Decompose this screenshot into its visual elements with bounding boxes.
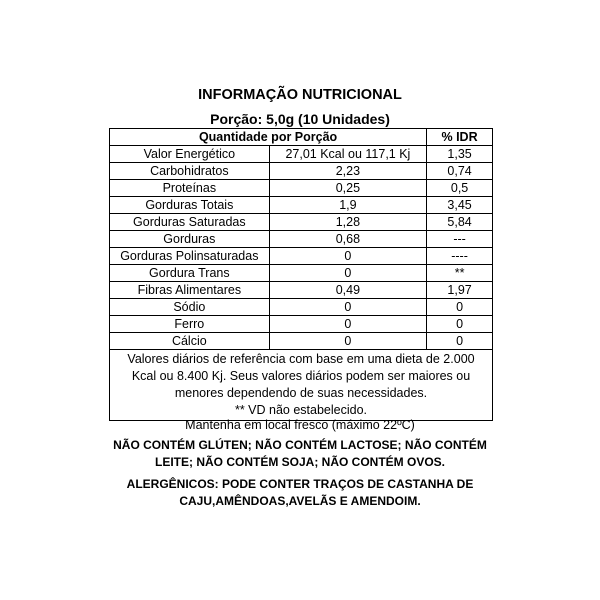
nutrient-name: Gorduras bbox=[110, 231, 270, 248]
nutrient-name: Fibras Alimentares bbox=[110, 282, 270, 299]
allergen-line: CAJU,AMÊNDOAS,AVELÃS E AMENDOIM. bbox=[179, 494, 421, 508]
header-quantity: Quantidade por Porção bbox=[110, 129, 427, 146]
nutrient-amount: 0 bbox=[269, 265, 426, 282]
table-row bbox=[110, 248, 493, 265]
table-row bbox=[110, 333, 493, 350]
nutrient-idr: --- bbox=[427, 231, 493, 248]
table-row bbox=[110, 180, 493, 197]
nutrient-amount: 0 bbox=[269, 333, 426, 350]
nutrient-idr: 0 bbox=[427, 333, 493, 350]
daily-value-footnote bbox=[110, 350, 493, 421]
nutrient-amount: 1,28 bbox=[269, 214, 426, 231]
nutrient-name: Cálcio bbox=[110, 333, 270, 350]
header-idr: % IDR bbox=[427, 129, 493, 146]
table-row bbox=[110, 316, 493, 333]
nutrition-table bbox=[109, 128, 493, 421]
nutrient-amount: 0 bbox=[269, 299, 426, 316]
nutrient-amount: 0,25 bbox=[269, 180, 426, 197]
table-row bbox=[110, 299, 493, 316]
nutrient-name: Valor Energético bbox=[110, 146, 270, 163]
nutrient-idr: 1,97 bbox=[427, 282, 493, 299]
footnote-line: Kcal ou 8.400 Kj. Seus valores diários podem ser maiores ou bbox=[131, 369, 471, 383]
table-row bbox=[110, 146, 493, 163]
free-from-warnings bbox=[0, 437, 600, 471]
nutrient-idr: 3,45 bbox=[427, 197, 493, 214]
nutrient-idr: 5,84 bbox=[427, 214, 493, 231]
table-header-row bbox=[110, 129, 493, 146]
footnote-line: Valores diários de referência com base em uma dieta de 2.000 bbox=[127, 352, 475, 366]
nutrient-idr: 0 bbox=[427, 299, 493, 316]
nutrient-amount: 0 bbox=[269, 248, 426, 265]
nutrient-idr: ** bbox=[427, 265, 493, 282]
allergen-warning bbox=[0, 476, 600, 510]
table-footnote-row bbox=[110, 350, 493, 421]
storage-instructions: Mantenha em local fresco (máximo 22ºC) bbox=[185, 418, 415, 432]
label-title: INFORMAÇÃO NUTRICIONAL bbox=[198, 87, 402, 103]
table-row bbox=[110, 163, 493, 180]
nutrient-amount: 0 bbox=[269, 316, 426, 333]
nutrient-name: Ferro bbox=[110, 316, 270, 333]
nutrient-name: Proteínas bbox=[110, 180, 270, 197]
table-row bbox=[110, 265, 493, 282]
nutrient-amount: 0,68 bbox=[269, 231, 426, 248]
nutrient-amount: 1,9 bbox=[269, 197, 426, 214]
footnote-line: ** VD não estabelecido. bbox=[234, 403, 368, 417]
footnote-line: menores dependendo de suas necessidades. bbox=[174, 386, 428, 400]
nutrient-name: Gorduras Totais bbox=[110, 197, 270, 214]
nutrient-idr: 0,5 bbox=[427, 180, 493, 197]
nutrient-name: Gordura Trans bbox=[110, 265, 270, 282]
nutrient-amount: 2,23 bbox=[269, 163, 426, 180]
table-row bbox=[110, 214, 493, 231]
nutrient-name: Sódio bbox=[110, 299, 270, 316]
nutrient-name: Gorduras Saturadas bbox=[110, 214, 270, 231]
warning-line: NÃO CONTÉM GLÚTEN; NÃO CONTÉM LACTOSE; NÃO CONTÉM bbox=[113, 438, 487, 452]
allergen-line: ALERGÊNICOS: PODE CONTER TRAÇOS DE CASTANHA DE bbox=[126, 477, 474, 491]
nutrient-name: Gorduras Polinsaturadas bbox=[110, 248, 270, 265]
nutrient-amount: 0,49 bbox=[269, 282, 426, 299]
table-row bbox=[110, 197, 493, 214]
portion-size: Porção: 5,0g (10 Unidades) bbox=[210, 111, 390, 127]
nutrient-name: Carbohidratos bbox=[110, 163, 270, 180]
table-row bbox=[110, 282, 493, 299]
nutrient-amount: 27,01 Kcal ou 117,1 Kj bbox=[269, 146, 426, 163]
nutrient-idr: 1,35 bbox=[427, 146, 493, 163]
nutrient-idr: 0 bbox=[427, 316, 493, 333]
warning-line: LEITE; NÃO CONTÉM SOJA; NÃO CONTÉM OVOS. bbox=[154, 455, 445, 469]
nutrient-idr: 0,74 bbox=[427, 163, 493, 180]
table-row bbox=[110, 231, 493, 248]
nutrient-idr: ---- bbox=[427, 248, 493, 265]
